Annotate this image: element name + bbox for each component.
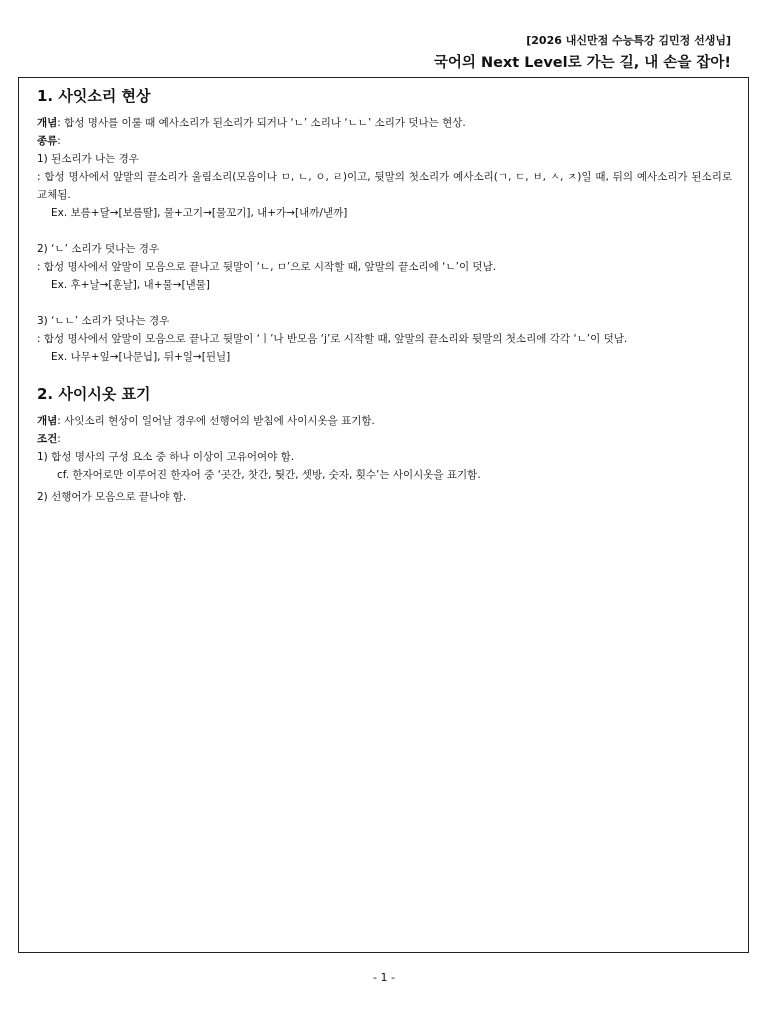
type2-heading: 2) ‘ㄴ’ 소리가 덧나는 경우 bbox=[37, 243, 160, 255]
type3-heading: 3) ‘ㄴㄴ’ 소리가 덧나는 경우 bbox=[37, 315, 170, 327]
concept-text: : 사잇소리 현상이 일어날 경우에 선행어의 받침에 사이시옷을 표기함. bbox=[57, 415, 375, 427]
condition1: 1) 합성 명사의 구성 요소 중 하나 이상이 고유어여야 함. bbox=[37, 451, 295, 463]
header-slogan: 국어의 Next Level로 가는 길, 내 손을 잡아! bbox=[433, 55, 731, 71]
concept-label: 개념 bbox=[37, 415, 58, 427]
section2-title: 2. 사이시옷 표기 bbox=[37, 385, 151, 403]
types-label: 종류 bbox=[37, 135, 58, 147]
type2-desc: : 합성 명사에서 앞말이 모음으로 끝나고 뒷말이 ‘ㄴ, ㅁ’으로 시작할 때, 앞말의 끝소리에 ‘ㄴ’이 덧남. bbox=[37, 261, 497, 273]
type3-desc: : 합성 명사에서 앞말이 모음으로 끝나고 뒷말이 ‘ㅣ’나 반모음 ‘j’로 시작할 때, 앞말의 끝소리와 뒷말의 첫소리에 각각 ‘ㄴ’이 덧남. bbox=[37, 333, 628, 345]
section1-types bbox=[37, 132, 732, 150]
conditions-colon: : bbox=[57, 433, 61, 445]
type3-example: Ex. 나무+잎→[나문닙], 뒤+일→[뒨닐] bbox=[51, 351, 231, 363]
type1-desc: : 합성 명사에서 앞말의 끝소리가 울림소리(모음이나 ㅁ, ㄴ, ㅇ, ㄹ)이고, 뒷말의 첫소리가 예사소리(ㄱ, ㄷ, ㅂ, ㅅ, ㅈ)일 때, 뒤의 예사소리가 된소리로 교체됨. bbox=[37, 171, 732, 201]
type1-heading: 1) 된소리가 나는 경우 bbox=[37, 153, 139, 165]
section2-conditions bbox=[37, 430, 732, 448]
section1-title: 1. 사잇소리 현상 bbox=[37, 87, 151, 105]
conditions-label: 조건 bbox=[37, 433, 58, 445]
concept-text: : 합성 명사를 이룰 때 예사소리가 된소리가 되거나 ‘ㄴ’ 소리나 ‘ㄴㄴ’ 소리가 덧나는 현상. bbox=[57, 117, 466, 129]
concept-label: 개념 bbox=[37, 117, 58, 129]
condition2: 2) 선행어가 모음으로 끝나야 함. bbox=[37, 491, 187, 503]
page-number: - 1 - bbox=[373, 971, 395, 984]
types-colon: : bbox=[57, 135, 61, 147]
section1-concept bbox=[37, 114, 732, 132]
condition1-note: cf. 한자어로만 이루어진 한자어 중 ‘곳간, 찻간, 툇간, 셋방, 숫자, 횟수’는 사이시옷을 표기함. bbox=[57, 469, 481, 481]
type1-example: Ex. 보름+달→[보름딸], 물+고기→[물꼬기], 내+가→[내까/낻까] bbox=[51, 207, 348, 219]
type2-example: Ex. 후+날→[훈날], 내+물→[낸물] bbox=[51, 279, 210, 291]
section2-concept bbox=[37, 412, 732, 430]
header-course-title: [2026 내신만점 수능특강 김민정 선생님] bbox=[526, 34, 731, 47]
content-box bbox=[18, 77, 749, 953]
